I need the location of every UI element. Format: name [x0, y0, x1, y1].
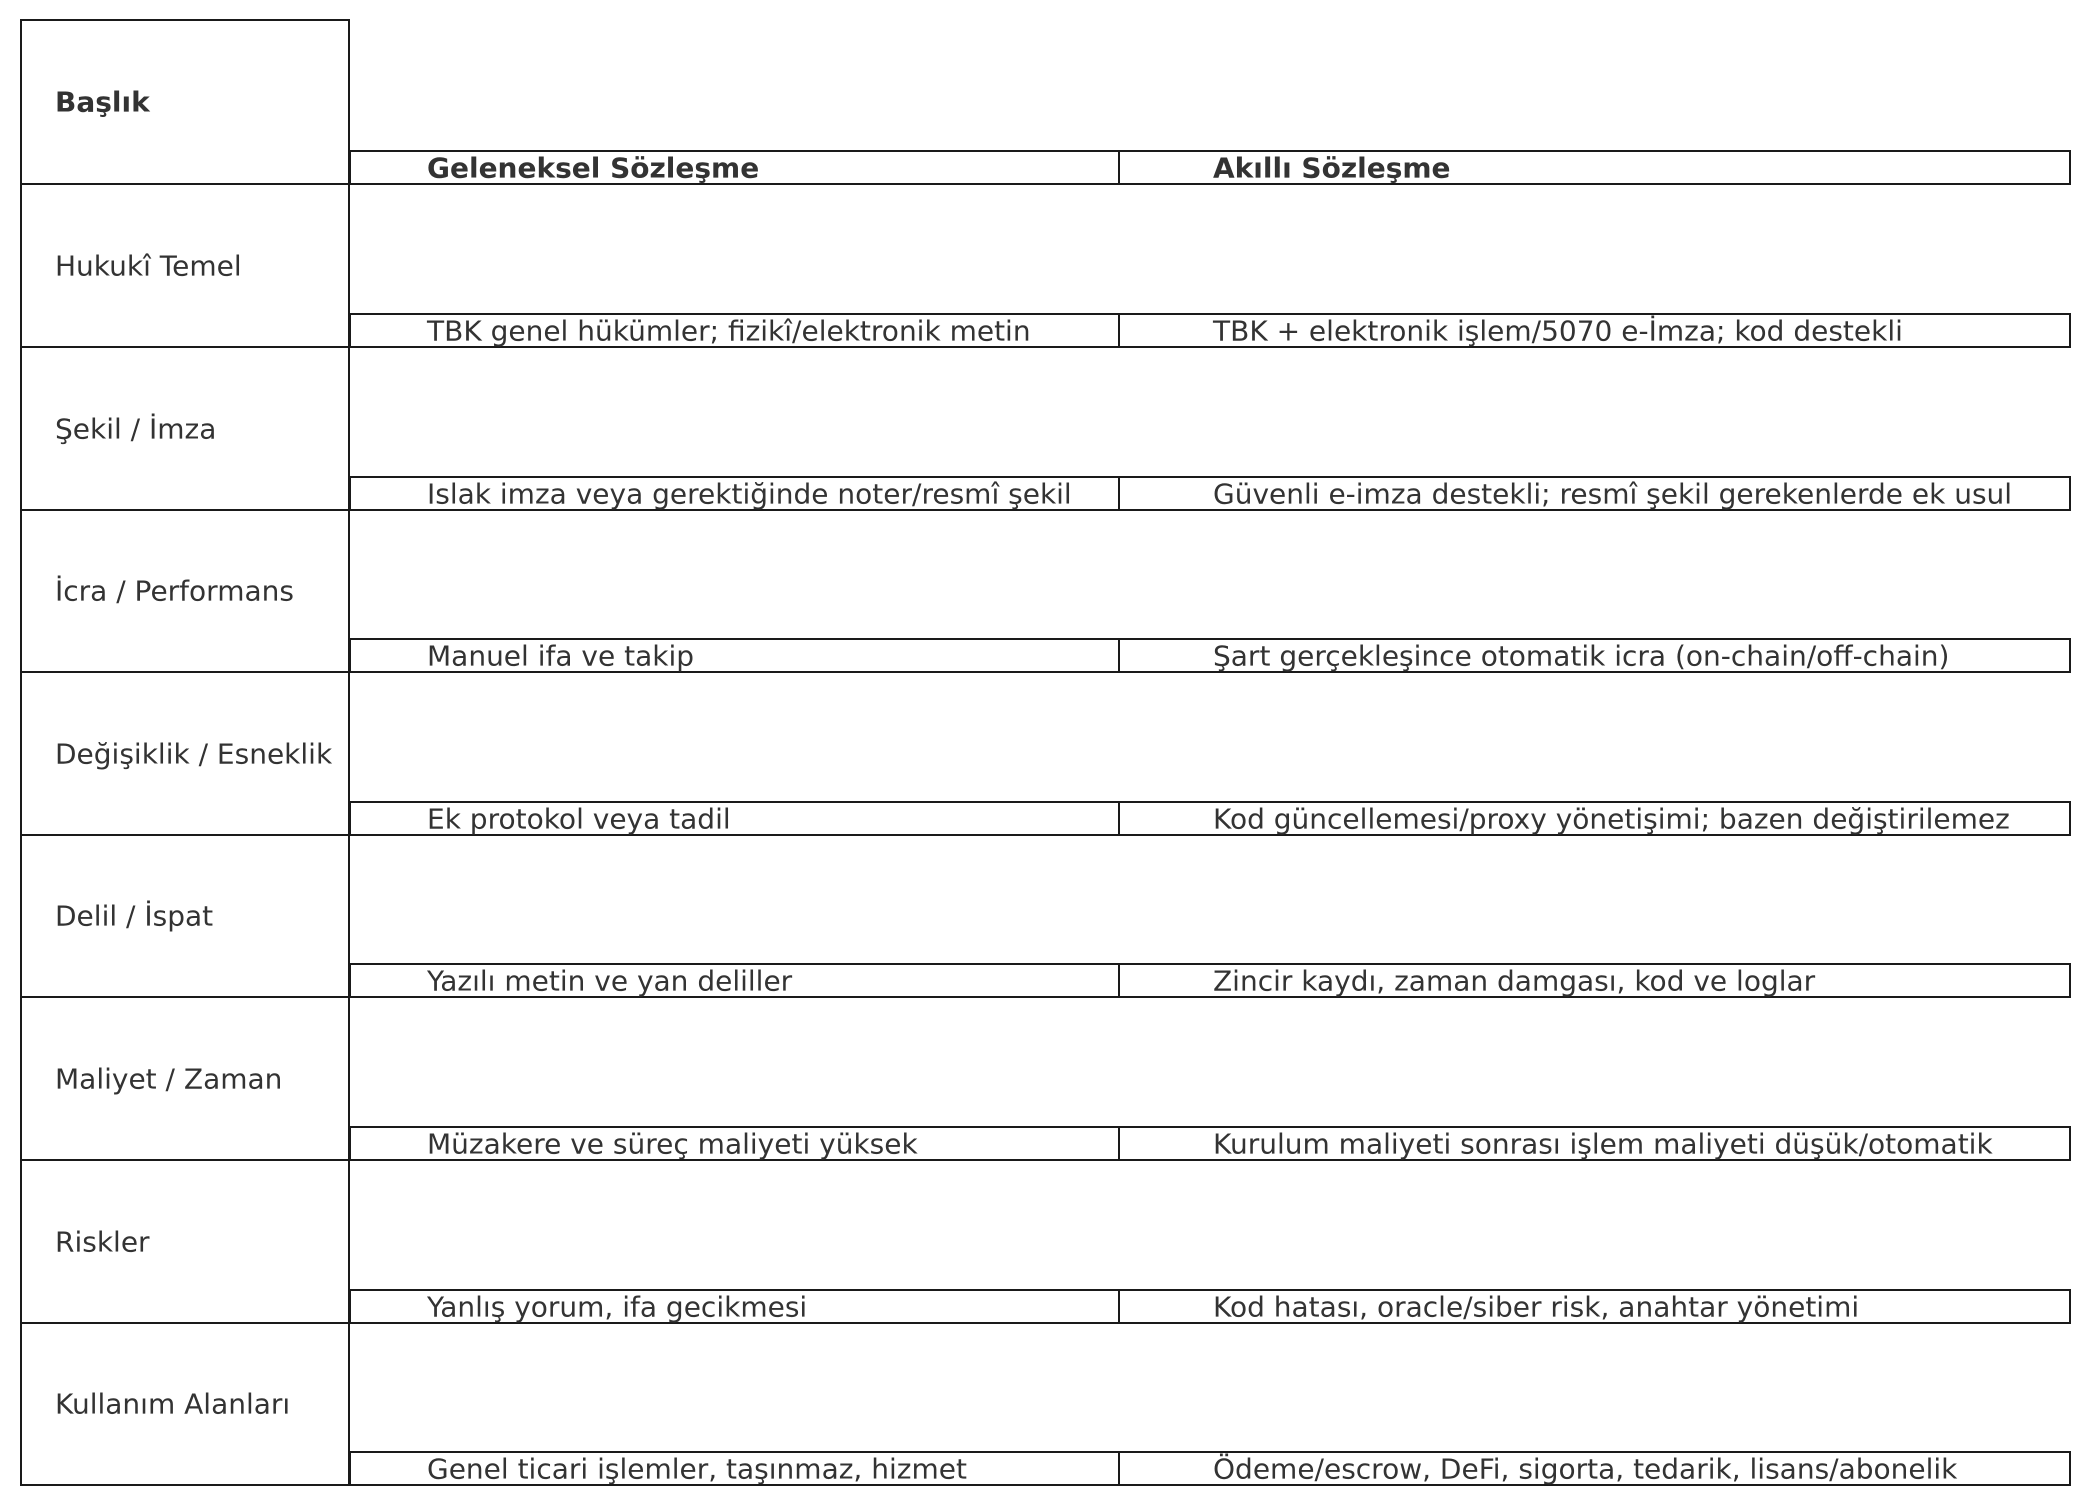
- row-label: Hukukî Temel: [55, 249, 242, 282]
- row-smart-cell: [1118, 313, 2071, 348]
- column-header-smart: Akıllı Sözleşme: [1213, 151, 1451, 184]
- row-label-cell: [20, 346, 350, 511]
- row-label: İcra / Performans: [55, 574, 294, 608]
- row-traditional-cell: [349, 476, 1120, 511]
- row-traditional-cell: [349, 313, 1120, 348]
- row-label-cell: [20, 996, 350, 1161]
- row-smart-cell: [1118, 801, 2071, 836]
- row-label: Riskler: [55, 1225, 150, 1258]
- row-traditional-cell: [349, 1289, 1120, 1324]
- row-smart-cell: [1118, 1126, 2071, 1161]
- row-label: Kullanım Alanları: [55, 1387, 291, 1421]
- row-smart-cell: [1118, 1451, 2071, 1486]
- header-col1-cell: [349, 150, 1120, 185]
- traditional-value: Müzakere ve süreç maliyeti yüksek: [427, 1127, 918, 1160]
- header-col2-cell: [1118, 150, 2071, 185]
- smart-value: Kurulum maliyeti sonrası işlem maliyeti düşük/otomatik: [1213, 1127, 1993, 1160]
- row-label-cell: [20, 509, 350, 673]
- traditional-value: Yazılı metin ve yan deliller: [427, 964, 793, 997]
- row-label-cell: [20, 1159, 350, 1324]
- smart-value: Güvenli e-imza destekli; resmî şekil gerekenlerde ek usul: [1213, 477, 2013, 510]
- row-label-cell: [20, 183, 350, 348]
- row-smart-cell: [1118, 638, 2071, 673]
- smart-value: TBK + elektronik işlem/5070 e-İmza; kod destekli: [1213, 314, 1903, 347]
- smart-value: Şart gerçekleşince otomatik icra (on-chain/off-chain): [1213, 639, 1950, 672]
- traditional-value: Ek protokol veya tadil: [427, 802, 731, 835]
- row-traditional-cell: [349, 1126, 1120, 1161]
- row-label: Değişiklik / Esneklik: [55, 737, 333, 770]
- row-traditional-cell: [349, 638, 1120, 673]
- header-label-cell: [20, 19, 350, 185]
- row-smart-cell: [1118, 1289, 2071, 1324]
- row-smart-cell: [1118, 963, 2071, 998]
- traditional-value: TBK genel hükümler; fizikî/elektronik metin: [427, 314, 1031, 347]
- row-label-cell: [20, 671, 350, 836]
- row-label: Maliyet / Zaman: [55, 1062, 283, 1095]
- smart-value: Zincir kaydı, zaman damgası, kod ve loglar: [1213, 964, 1816, 997]
- row-traditional-cell: [349, 801, 1120, 836]
- traditional-value: Manuel ifa ve takip: [427, 639, 695, 672]
- traditional-value: Islak imza veya gerektiğinde noter/resmî şekil: [427, 477, 1072, 510]
- row-label-cell: [20, 834, 350, 998]
- traditional-value: Genel ticari işlemler, taşınmaz, hizmet: [427, 1452, 967, 1485]
- smart-value: Kod hatası, oracle/siber risk, anahtar yönetimi: [1213, 1290, 1860, 1323]
- row-smart-cell: [1118, 476, 2071, 511]
- row-label: Delil / İspat: [55, 899, 214, 933]
- smart-value: Kod güncellemesi/proxy yönetişimi; bazen değiştirilemez: [1213, 802, 2010, 835]
- smart-value: Ödeme/escrow, DeFi, sigorta, tedarik, lisans/abonelik: [1213, 1452, 1958, 1485]
- row-traditional-cell: [349, 1451, 1120, 1486]
- row-label: Şekil / İmza: [55, 412, 217, 445]
- traditional-value: Yanlış yorum, ifa gecikmesi: [427, 1290, 808, 1323]
- row-traditional-cell: [349, 963, 1120, 998]
- column-header-traditional: Geleneksel Sözleşme: [427, 151, 760, 184]
- table-title: Başlık: [55, 85, 150, 119]
- row-label-cell: [20, 1322, 350, 1486]
